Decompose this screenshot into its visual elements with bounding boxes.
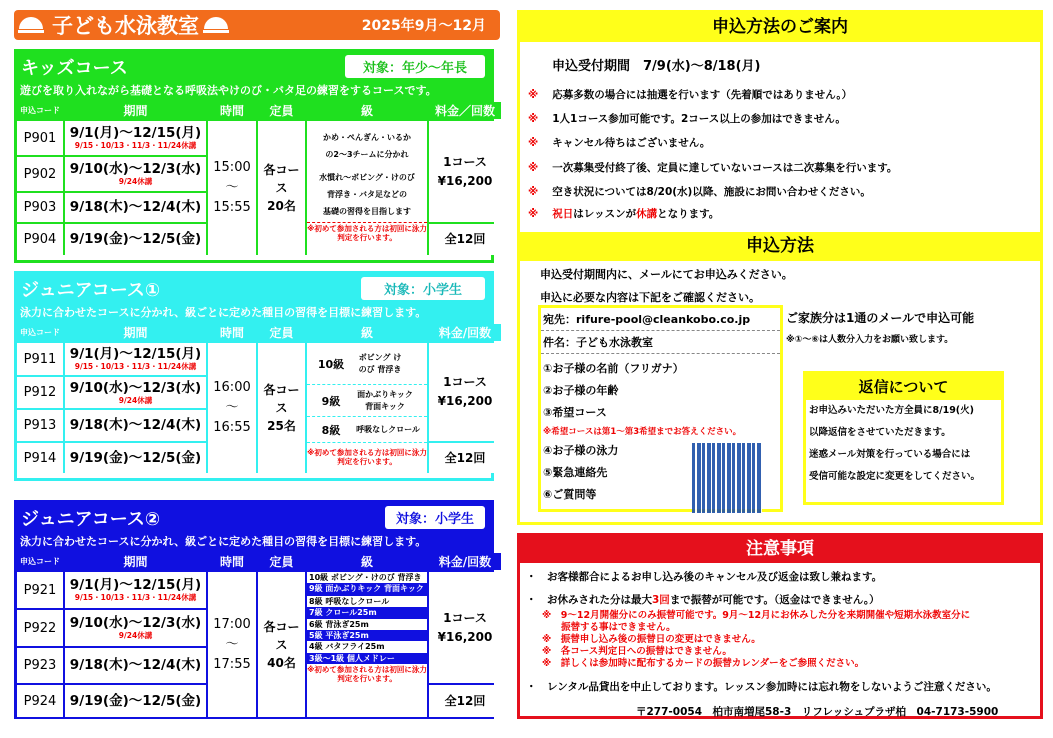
col-header: 申込コード bbox=[17, 553, 63, 570]
course-code: P913 bbox=[17, 410, 63, 441]
section-title: キッズコース bbox=[21, 57, 128, 79]
course-time: 16:00 ～ 16:55 bbox=[208, 343, 256, 473]
course-code: P914 bbox=[17, 443, 63, 473]
course-period: 9/19(金)～12/5(金) bbox=[65, 443, 206, 473]
field-item: ⑤緊急連絡先 bbox=[543, 466, 608, 479]
course-code: P911 bbox=[17, 343, 63, 375]
course-period: 9/10(水)～12/3(水) 9/24休講 bbox=[65, 377, 206, 408]
transfer-notes: ※ 9～12月開催分にのみ振替可能です。9月～12月にお休みした分を来期開催や短期水泳教室分に 振替する事はできません。 ※ 振替申し込み後の振替日の変更はできません。 ※ 各コース判定日への振替はできません。 ※ 詳しくは参加時に配布するカードの振替カレンダーをご参照ください。 bbox=[542, 610, 971, 669]
season-dates: 2025年9月～12月 bbox=[361, 18, 486, 34]
caution-title: 注意事項 bbox=[520, 536, 1040, 563]
swim-cap-icon bbox=[18, 17, 44, 33]
facility-address: 〒277-0054 柏市南増尾58-3 リフレッシュプラザ柏 04-7173-5900 bbox=[636, 706, 999, 718]
course-code: P912 bbox=[17, 377, 63, 408]
course-period: 9/18(木)～12/4(木) bbox=[65, 410, 206, 441]
section-description: 泳力に合わせたコースに分かれ、級ごとに定めた種目の習得を目標に練習します。 bbox=[17, 532, 491, 551]
first-time-note: ※初めて参加される方は初回に泳力判定を行います。 bbox=[307, 665, 427, 684]
course-count: 全12回 bbox=[429, 443, 501, 473]
course-period: 9/10(水)～12/3(水) 9/24休講 bbox=[65, 610, 206, 646]
page-title: 子ども水泳教室 bbox=[52, 14, 199, 38]
col-header: 定員 bbox=[258, 553, 305, 570]
course-period: 9/10(水)～12/3(水) 9/24休講 bbox=[65, 157, 206, 191]
course-period: 9/18(木)～12/4(木) bbox=[65, 193, 206, 222]
course-fee: 1コース ¥16,200 bbox=[429, 121, 501, 222]
reply-box: 返信について お申込みいただいた方全員に8/19(火) 以降返信をさせていただきます。 迷惑メール対策を行っている場合には 受信可能な設定に変更をしてください。 bbox=[803, 371, 1004, 505]
course-levels: 10級 ボビング けのび 背浮き 9級 面かぶりキック 背面キック 8級 呼吸なしクロール ※初めて参加される方は初回に泳力判定を行います。 bbox=[307, 343, 427, 473]
guide-item: ※ 祝日はレッスンが休講となります。 bbox=[528, 208, 720, 220]
junior1-course-section bbox=[14, 271, 494, 481]
course-code: P923 bbox=[17, 648, 63, 683]
course-count: 全12回 bbox=[429, 685, 501, 717]
target-badge: 対象：小学生 bbox=[361, 277, 485, 300]
caution-item: ・ お客様都合によるお申し込み後のキャンセル及び返金は致し兼ねます。 bbox=[526, 571, 883, 583]
section-title: ジュニアコース② bbox=[21, 508, 161, 530]
field-item: ④お子様の泳力 bbox=[543, 444, 619, 457]
section-description: 泳力に合わせたコースに分かれ、級ごとに定めた種目の習得を目標に練習します。 bbox=[17, 303, 491, 322]
course-levels: かめ・ぺんぎん・いるか の2～3チームに分かれ 水慣れ～ボビング・けのび 背浮き・バタ足などの 基礎の習得を目指します ※初めて参加される方は初回に泳力判定を行います。 bbox=[307, 121, 427, 255]
course-time: 17:00 ～ 17:55 bbox=[208, 572, 256, 717]
field-item: ②お子様の年齢 bbox=[543, 384, 619, 397]
col-header: 時間 bbox=[208, 102, 256, 119]
course-time: 15:00 ～ 15:55 bbox=[208, 121, 256, 255]
hope-note: ※希望コースは第1～第3希望までお答えください。 bbox=[543, 427, 742, 437]
guide-title: 申込方法のご案内 bbox=[520, 13, 1040, 42]
target-badge: 対象：年少～年長 bbox=[345, 55, 485, 78]
course-period: 9/19(金)～12/5(金) bbox=[65, 224, 206, 255]
first-time-note: ※初めて参加される方は初回に泳力判定を行います。 bbox=[307, 448, 427, 466]
course-table bbox=[17, 322, 491, 473]
field-item: ①お子様の名前（フリガナ） bbox=[543, 362, 684, 375]
section-title: ジュニアコース① bbox=[21, 279, 161, 301]
email-subject: 件名：子ども水泳教室 bbox=[541, 331, 780, 354]
col-header: 定員 bbox=[258, 324, 305, 341]
col-header: 料金／回数 bbox=[429, 102, 501, 119]
course-code: P902 bbox=[17, 157, 63, 191]
course-code: P922 bbox=[17, 610, 63, 646]
course-code: P924 bbox=[17, 685, 63, 717]
col-header: 期間 bbox=[65, 102, 206, 119]
method-title: 申込方法 bbox=[520, 232, 1040, 261]
course-table bbox=[17, 551, 491, 717]
col-header: 時間 bbox=[208, 324, 256, 341]
guide-item: 応募多数の場合には抽選を行います（先着順ではありません。） bbox=[552, 89, 853, 101]
col-header: 級 bbox=[307, 553, 427, 570]
email-address[interactable]: 宛先：rifure-pool@cleankobo.co.jp bbox=[541, 308, 780, 331]
application-guide: 申込方法のご案内 申込受付期間 7/9(水)～8/18(月) ※ 応募多数の場合には抽選を行います（先着順ではありません。） ※ 1人1コース参加可能です。2コース以上の参加はできません。 ※ キャンセル待ちはございません。 ※ 一次募集受付終了後、定員に達していないコースは二次募集を行います。 ※ 空き状況については8/20(水)以降、施設にお問い合わせください。 ※ 祝日はレッスンが休講となります。 申込方法 申込受付期間内に、メールにてお申込みください。 申込に必要な内容は下記をご確認ください。 宛先：rifure-pool@cleankobo.co.jp 件名：子ども水泳教室 ①お子様の名前（フリガナ） ②お子様の年齢 ③希望コース ※希望コースは第1～第3希望までお答えください。 ④お子様の泳力 ⑤緊急連絡先 ⑥ご質問等 ご家族分は1通のメールで申込可能 ※①～⑥は人数分入力をお願い致します。 返信について お申込みいただいた方全員に8/19(火) 以降返信をさせていただきます。 迷惑メール対策を行っている場合には 受信可能な設定に変更をしてください。 bbox=[517, 10, 1043, 525]
col-header: 申込コード bbox=[17, 324, 63, 341]
course-capacity: 各コース 20名 bbox=[258, 121, 305, 255]
course-period: 9/19(金)～12/5(金) bbox=[65, 685, 206, 717]
col-header: 料金/回数 bbox=[429, 324, 501, 341]
course-capacity: 各コース 25名 bbox=[258, 343, 305, 473]
course-code: P903 bbox=[17, 193, 63, 222]
junior2-course-section bbox=[14, 500, 494, 719]
col-header: 級 bbox=[307, 324, 427, 341]
guide-item: 空き状況については8/20(水)以降、施設にお問い合わせください。 bbox=[552, 186, 871, 198]
caution-item: ・ レンタル品貸出を中止しております。レッスン参加時には忘れ物をしないようご注意ください。 bbox=[526, 681, 997, 693]
course-count: 全12回 bbox=[429, 224, 501, 255]
field-item: ⑥ご質問等 bbox=[543, 488, 597, 501]
col-header: 期間 bbox=[65, 324, 206, 341]
reply-title: 返信について bbox=[806, 374, 1001, 400]
application-period: 申込受付期間 7/9(水)～8/18(月) bbox=[552, 59, 761, 74]
course-period: 9/1(月)～12/15(月) 9/15・10/13・11/3・11/24休講 bbox=[65, 343, 206, 375]
page-header bbox=[14, 10, 500, 40]
guide-item: キャンセル待ちはございません。 bbox=[552, 137, 711, 149]
col-header: 料金/回数 bbox=[429, 553, 501, 570]
course-capacity: 各コース 40名 bbox=[258, 572, 305, 717]
guide-item: 1人1コース参加可能です。2コース以上の参加はできません。 bbox=[552, 113, 846, 125]
col-header: 定員 bbox=[258, 102, 305, 119]
col-header: 時間 bbox=[208, 553, 256, 570]
family-sub-note: ※①～⑥は人数分入力をお願い致します。 bbox=[786, 335, 954, 345]
caution-section bbox=[517, 533, 1043, 719]
course-period: 9/1(月)～12/15(月) 9/15・10/13・11/3・11/24休講 bbox=[65, 572, 206, 608]
target-badge: 対象：小学生 bbox=[385, 506, 485, 529]
course-levels: 10級 ボビング・けのび 背浮き 9級 面かぶりキック 背面キック 8級 呼吸なしクロール 7級 クロール25m 6級 背泳ぎ25m 5級 平泳ぎ25m 4級 バタフライ25m 3級～1級 個人メドレー ※初めて参加される方は初回に泳力判定を行います。 bbox=[307, 572, 427, 717]
course-period: 9/18(木)～12/4(木) bbox=[65, 648, 206, 683]
caution-item: ・ お休みされた分は最大3回まで振替が可能です。（返金はできません。） bbox=[526, 594, 880, 606]
col-header: 期間 bbox=[65, 553, 206, 570]
field-item: ③希望コース bbox=[543, 406, 607, 419]
course-code: P921 bbox=[17, 572, 63, 608]
guide-item: 一次募集受付終了後、定員に達していないコースは二次募集を行います。 bbox=[552, 162, 898, 174]
method-line: 申込受付期間内に、メールにてお申込みください。 bbox=[540, 268, 793, 281]
course-fee: 1コース ¥16,200 bbox=[429, 343, 501, 441]
method-line: 申込に必要な内容は下記をご確認ください。 bbox=[540, 291, 760, 304]
section-description: 遊びを取り入れながら基礎となる呼吸法やけのび・バタ足の練習をするコースです。 bbox=[17, 81, 491, 100]
course-code: P901 bbox=[17, 121, 63, 155]
course-fee: 1コース ¥16,200 bbox=[429, 572, 501, 683]
family-note: ご家族分は1通のメールで申込可能 bbox=[786, 311, 975, 325]
kids-course-section bbox=[14, 49, 494, 263]
col-header: 申込コード bbox=[17, 102, 63, 119]
email-template-box bbox=[538, 305, 783, 512]
col-header: 級 bbox=[307, 102, 427, 119]
course-table bbox=[17, 100, 495, 255]
qr-code-icon[interactable] bbox=[692, 443, 762, 513]
course-code: P904 bbox=[17, 224, 63, 255]
first-time-note: ※初めて参加される方は初回に泳力判定を行います。 bbox=[307, 224, 427, 242]
course-period: 9/1(月)～12/15(月) 9/15・10/13・11/3・11/24休講 bbox=[65, 121, 206, 155]
swim-cap-icon bbox=[203, 17, 229, 33]
